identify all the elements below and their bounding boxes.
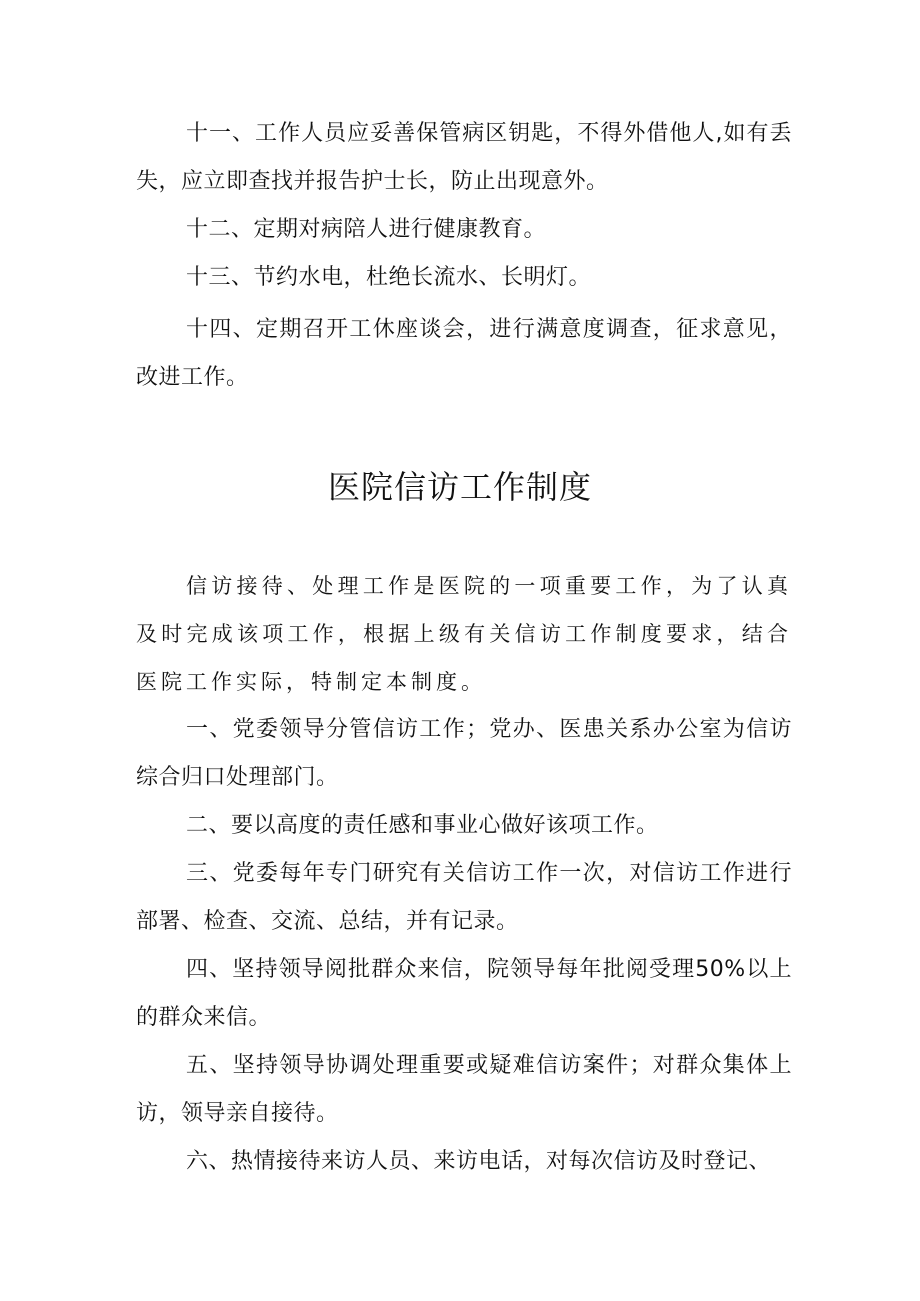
rule-item-1: 一、党委领导分管信访工作；党办、医患关系办公室为信访综合归口处理部门。 <box>136 717 792 790</box>
document-title: 医院信访工作制度 <box>327 468 592 506</box>
rule-item-6: 六、热情接待来访人员、来访电话，对每次信访及时登记、 <box>186 1149 772 1174</box>
rule-item-2: 二、要以高度的责任感和事业心做好该项工作。 <box>186 813 659 838</box>
paragraph-item-13: 十三、节约水电，杜绝长流水、长明灯。 <box>186 265 592 290</box>
rule-item-4: 四、坚持领导阅批群众来信，院领导每年批阅受理50%以上的群众来信。 <box>136 957 792 1030</box>
paragraph-item-14: 十四、定期召开工休座谈会，进行满意度调查，征求意见，改进工作。 <box>136 317 792 390</box>
paragraph-item-12: 十二、定期对病陪人进行健康教育。 <box>186 217 547 242</box>
rule-item-5: 五、坚持领导协调处理重要或疑难信访案件；对群众集体上访，领导亲自接待。 <box>136 1053 792 1126</box>
intro-paragraph: 信访接待、处理工作是医院的一项重要工作，为了认真及时完成该项工作，根据上级有关信访工作制度要求，结合医院工作实际，特制定本制度。 <box>136 574 792 694</box>
paragraph-item-11: 十一、工作人员应妥善保管病区钥匙，不得外借他人,如有丢失，应立即查找并报告护士长，防止出现意外。 <box>136 121 792 194</box>
rule-item-3: 三、党委每年专门研究有关信访工作一次，对信访工作进行部署、检查、交流、总结，并有记录。 <box>136 861 792 934</box>
